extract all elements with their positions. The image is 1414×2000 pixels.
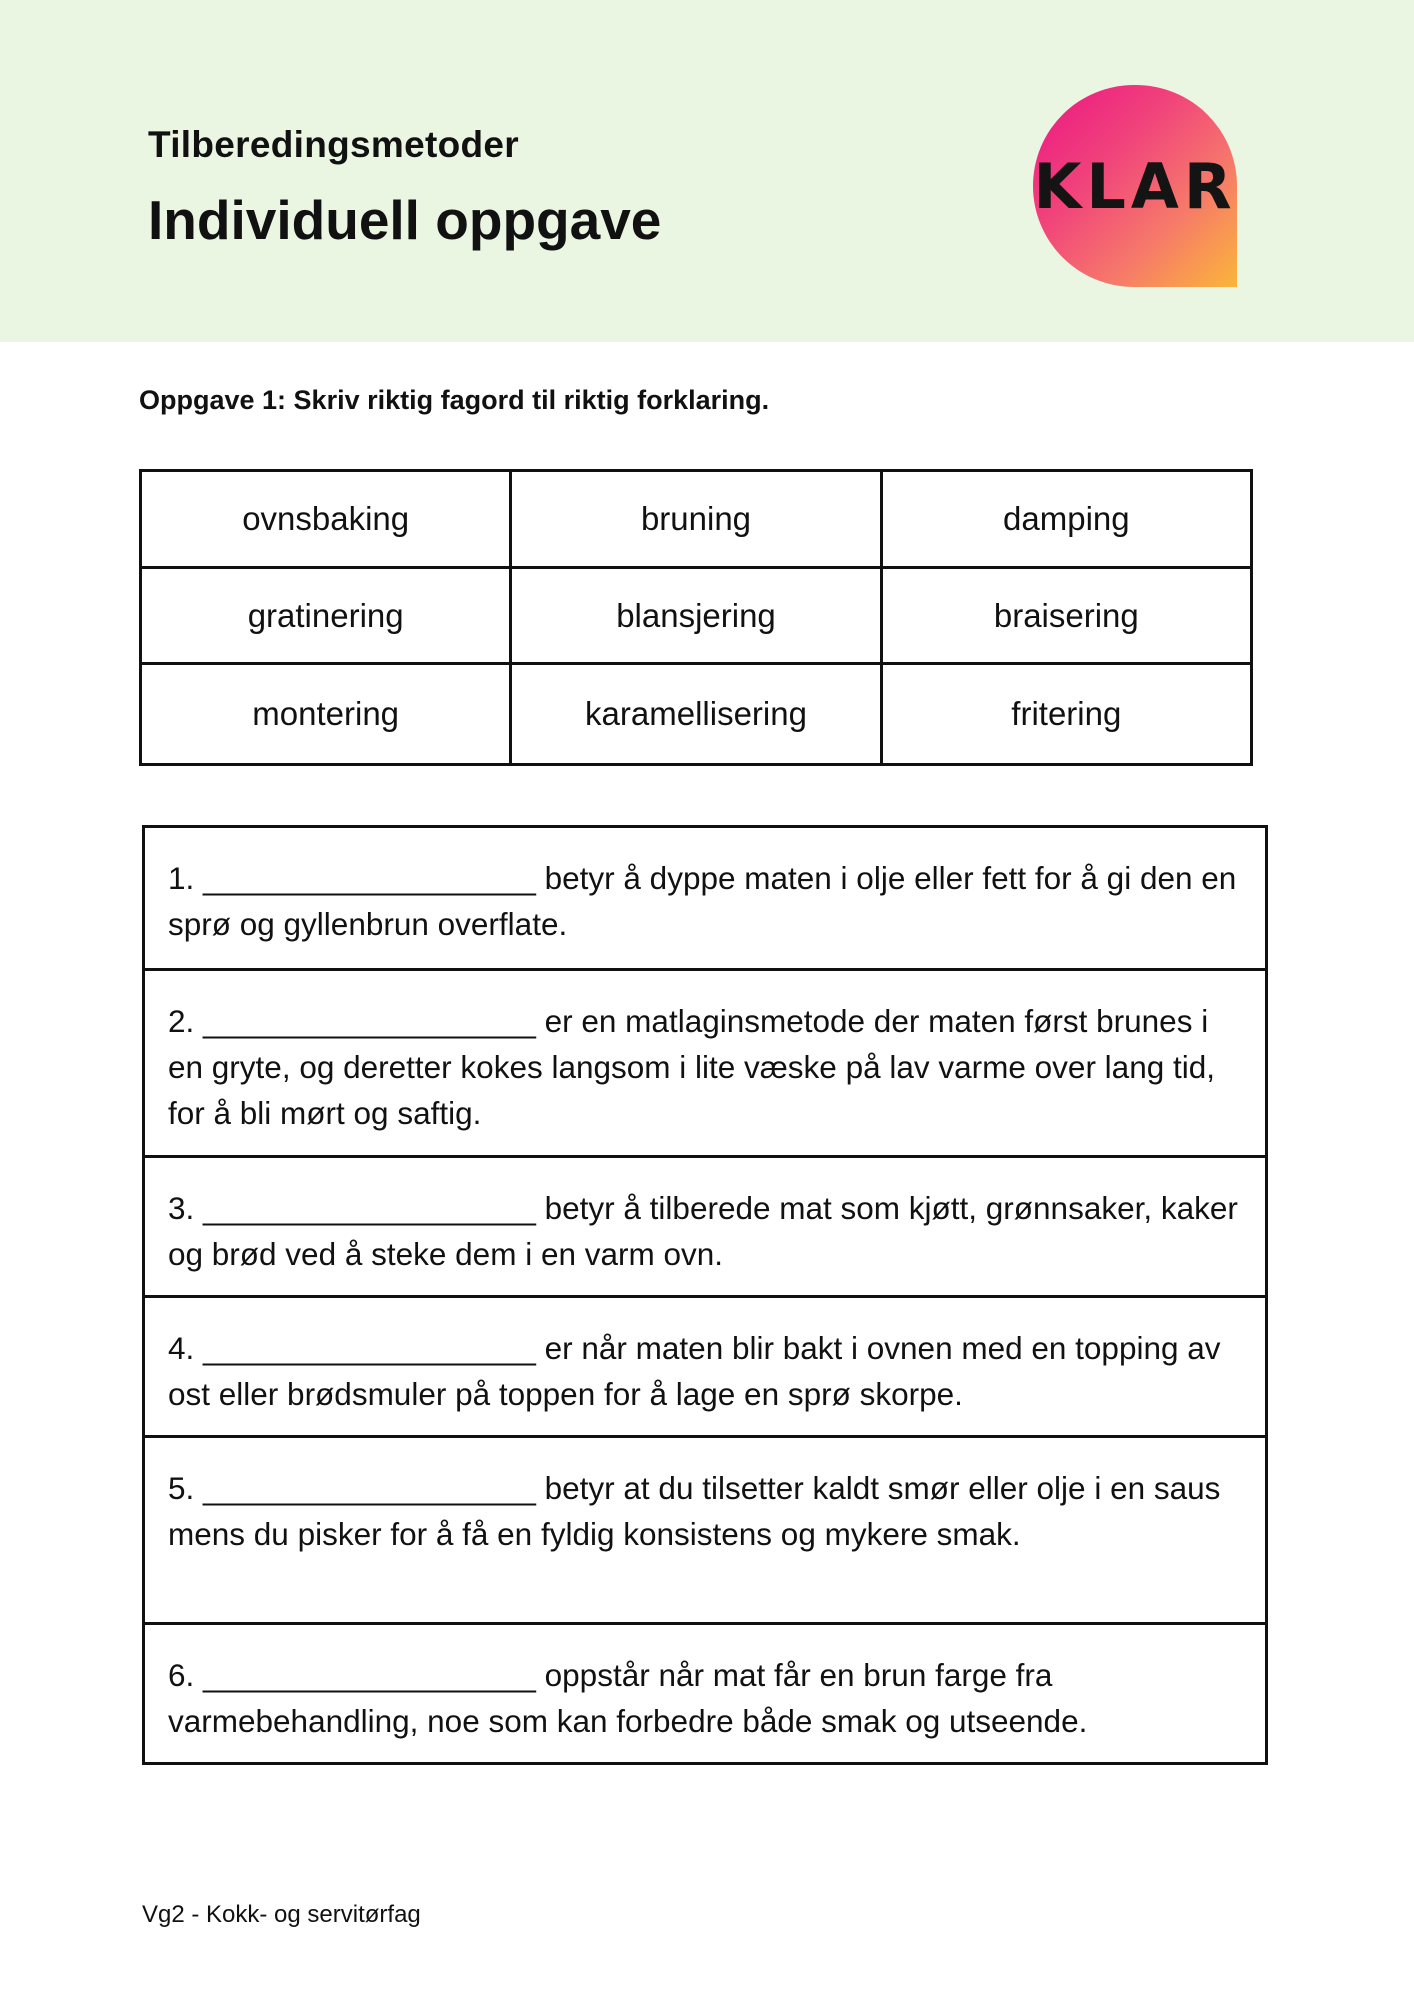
word-bank-cell: braisering <box>881 568 1251 664</box>
definition-item-2: 2. ___________________ er en matlaginsmetode der maten først brunes i en gryte, og deretter kokes langsom i lite væske på lav varme over lang tid, for å bli mørt og saftig. <box>145 968 1265 1155</box>
footer-course: Vg2 - Kokk- og servitørfag <box>142 1901 421 1928</box>
task-heading: Oppgave 1: Skriv riktig fagord til riktig forklaring. <box>139 385 770 415</box>
word-bank-table <box>139 469 1253 766</box>
definition-item-1: 1. ___________________ betyr å dyppe maten i olje eller fett for å gi den en sprø og gyllenbrun overflate. <box>168 860 1237 942</box>
word-bank-cell: karamellisering <box>511 664 881 765</box>
word-bank-cell: damping <box>881 471 1251 568</box>
word-bank-cell: gratinering <box>141 568 511 664</box>
word-bank-row <box>141 568 1252 664</box>
klar-logo <box>1033 85 1237 287</box>
definition-item-6: 6. ___________________ oppstår når mat får en brun farge fra varmebehandling, noe som kan forbedre både smak og utseende. <box>145 1622 1265 1762</box>
logo-text: KLAR <box>1033 149 1237 223</box>
header-band <box>0 0 1414 342</box>
word-bank-cell: bruning <box>511 471 881 568</box>
word-bank-cell: montering <box>141 664 511 765</box>
word-bank-row <box>141 664 1252 765</box>
page-title: Individuell oppgave <box>148 189 662 251</box>
word-bank-cell: blansjering <box>511 568 881 664</box>
definition-item-5: 5. ___________________ betyr at du tilsetter kaldt smør eller olje i en saus mens du pisker for å få en fyldig konsistens og mykere smak. <box>145 1435 1265 1622</box>
definitions-box <box>142 825 1268 1765</box>
subject-label: Tilberedingsmetoder <box>148 124 519 165</box>
definition-item-3: 3. ___________________ betyr å tilberede mat som kjøtt, grønnsaker, kaker og brød ved å steke dem i en varm ovn. <box>145 1155 1265 1295</box>
word-bank-row <box>141 471 1252 568</box>
word-bank-cell: fritering <box>881 664 1251 765</box>
word-bank-cell: ovnsbaking <box>141 471 511 568</box>
definition-item-4: 4. ___________________ er når maten blir bakt i ovnen med en topping av ost eller brødsmuler på toppen for å lage en sprø skorpe. <box>145 1295 1265 1435</box>
